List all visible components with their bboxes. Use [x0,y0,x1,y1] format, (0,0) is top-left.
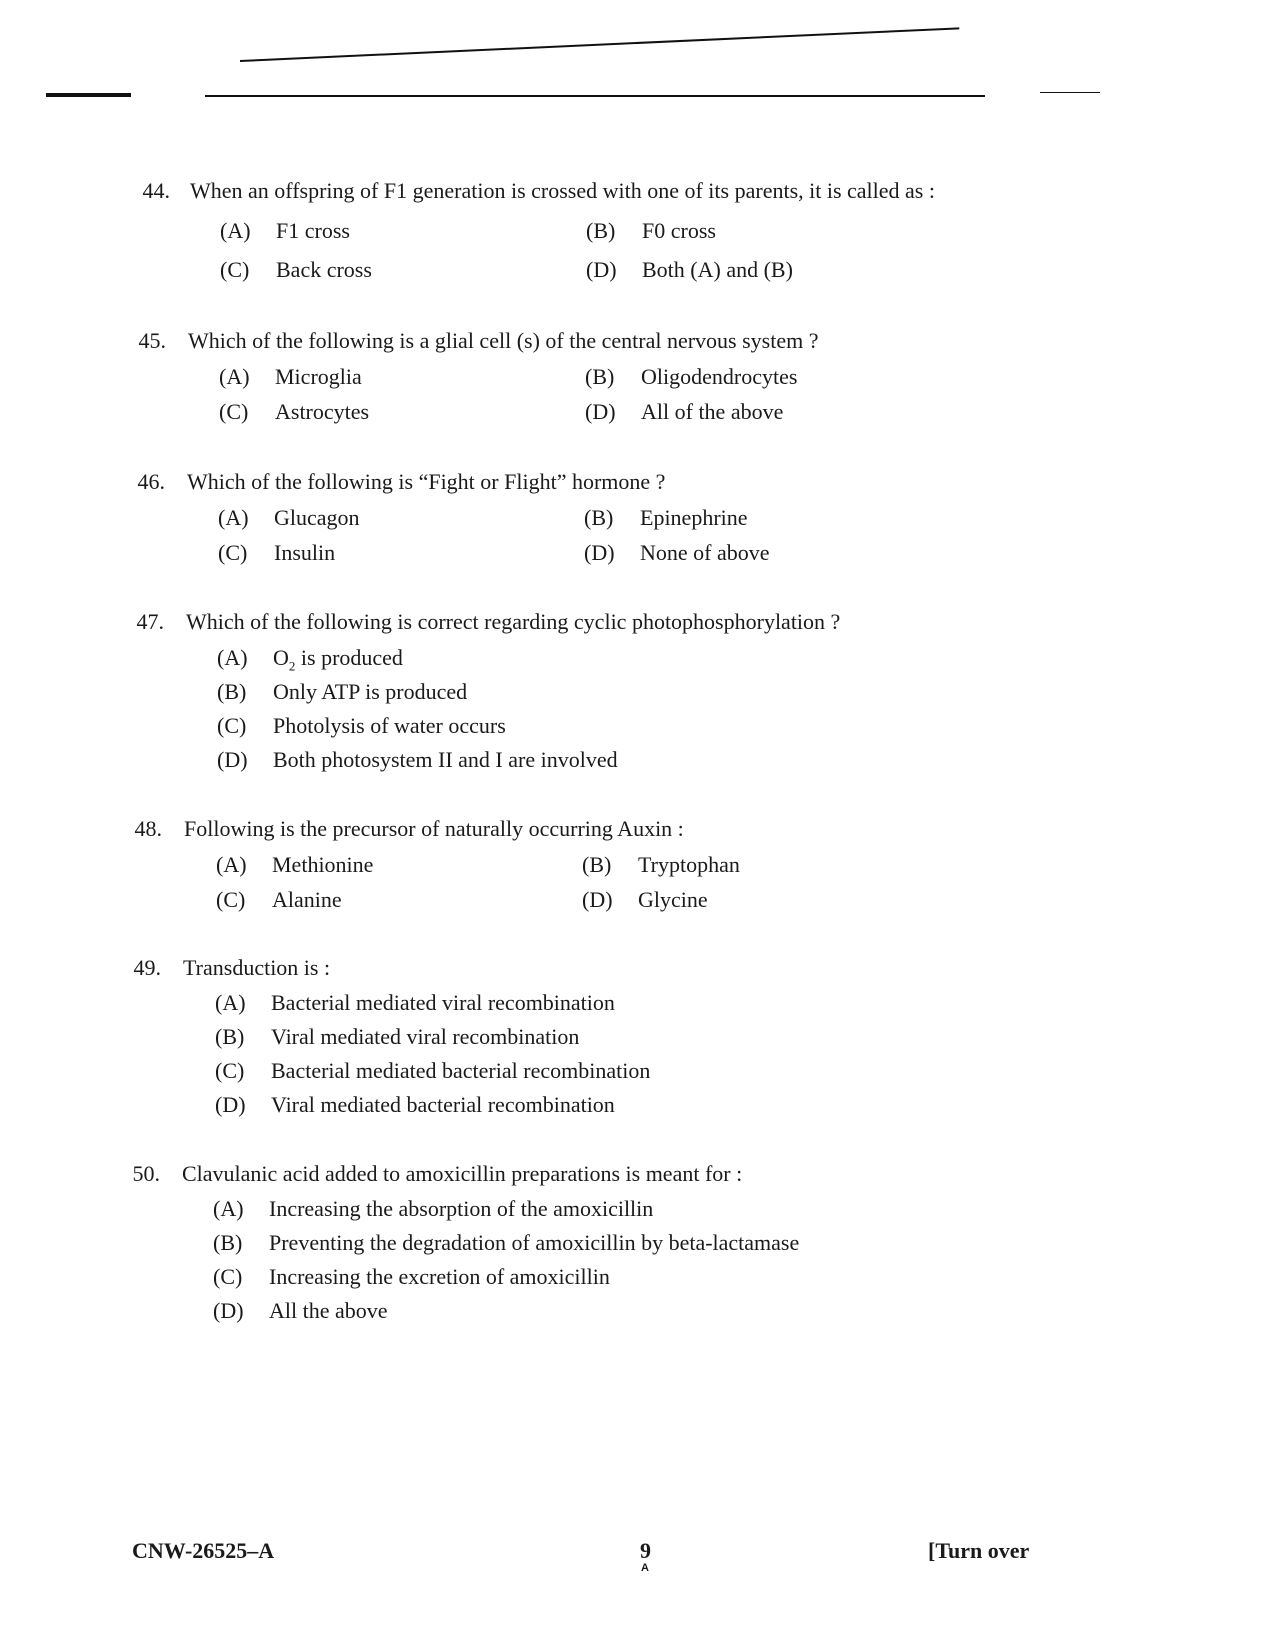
question-text: Which of the following is “Fight or Flight” hormone ? [187,469,666,494]
option-text: Increasing the excretion of amoxicillin [269,1264,610,1289]
question-text: Transduction is : [183,955,331,980]
question-text: When an offspring of F1 generation is crossed with one of its parents, it is called as : [190,178,935,203]
option-text: All of the above [641,399,784,424]
scan-line-top [205,95,985,97]
option-label: (D) [585,399,616,424]
option-c [218,540,335,566]
subscript: 2 [288,658,296,674]
option-label: (C) [218,540,248,565]
option-text: Glycine [638,887,708,912]
question-number: 47. [136,609,164,634]
option-label: (B) [582,852,612,877]
option-text: O [273,645,289,670]
option-b [586,218,716,244]
option-text: All the above [269,1298,388,1323]
option-label: (A) [216,852,247,877]
option-label: (A) [213,1196,244,1221]
option-b [215,1024,579,1050]
option-label: (B) [585,364,615,389]
scan-mark-left [46,93,131,97]
option-c [219,399,369,425]
option-text: Insulin [274,540,336,565]
option-a [220,218,350,244]
option-label: (D) [582,887,613,912]
option-text: Increasing the absorption of the amoxicillin [269,1196,654,1221]
option-label: (A) [218,505,249,530]
option-c [215,1058,650,1084]
option-label: (A) [215,990,246,1015]
option-c [216,887,342,913]
option-text: Astrocytes [275,399,370,424]
option-d [585,399,783,425]
turn-over-note: [Turn over [928,1538,1030,1563]
option-label: (C) [213,1264,243,1289]
option-label: (A) [217,645,248,670]
option-label: (A) [220,218,251,243]
option-label: (D) [213,1298,244,1323]
option-label: (B) [217,679,247,704]
option-label: (B) [213,1230,243,1255]
option-text: Methionine [272,852,374,877]
option-d [215,1092,615,1118]
option-text: None of above [640,540,770,565]
option-label: (C) [217,713,247,738]
option-d [217,747,618,773]
question-number: 46. [137,469,165,494]
question-number: 50. [132,1161,160,1186]
option-text: is produced [295,645,403,670]
option-c [217,713,506,739]
option-b [217,679,467,705]
question-number: 45. [138,328,166,353]
option-d [582,887,708,913]
scan-line-slant [240,27,959,62]
option-text: Back cross [276,257,372,282]
option-label: (D) [586,257,617,282]
question-text: Following is the precursor of naturally occurring Auxin : [184,816,684,841]
option-text: Alanine [272,887,342,912]
option-b [584,505,748,531]
option-text: Bacterial mediated viral recombination [271,990,615,1015]
question-number: 48. [134,816,162,841]
option-text: Viral mediated viral recombination [271,1024,580,1049]
question-number: 49. [133,955,161,980]
question-number: 44. [142,178,170,203]
option-label: (D) [215,1092,246,1117]
option-b [585,364,797,390]
option-a [217,645,403,674]
question-text: Which of the following is a glial cell (s) of the central nervous system ? [188,328,819,353]
option-label: (B) [584,505,614,530]
option-b [213,1230,799,1256]
option-label: (C) [220,257,250,282]
scan-line-right [1040,92,1100,93]
option-label: (B) [586,218,616,243]
option-a [218,505,360,531]
page-mark: A [641,1562,649,1574]
option-text: F1 cross [276,218,350,243]
option-text: F0 cross [642,218,716,243]
option-a [216,852,373,878]
option-c [220,257,372,283]
option-a [213,1196,653,1222]
option-d [584,540,770,566]
option-label: (B) [215,1024,245,1049]
option-text: Viral mediated bacterial recombination [271,1092,615,1117]
option-text: Both photosystem II and I are involved [273,747,618,772]
option-text: Tryptophan [638,852,740,877]
option-label: (C) [219,399,249,424]
option-text: Oligodendrocytes [641,364,798,389]
option-text: Preventing the degradation of amoxicillin by beta-lactamase [269,1230,800,1255]
option-a [215,990,615,1016]
option-label: (D) [217,747,248,772]
option-text: Both (A) and (B) [642,257,793,282]
option-text: Only ATP is produced [273,679,468,704]
option-d [586,257,793,283]
option-label: (D) [584,540,615,565]
option-text: Microglia [275,364,362,389]
option-text: Photolysis of water occurs [273,713,506,738]
option-d [213,1298,388,1324]
option-text: Epinephrine [640,505,748,530]
question-text: Which of the following is correct regarding cyclic photophosphorylation ? [186,609,841,634]
option-text: Bacterial mediated bacterial recombination [271,1058,651,1083]
question-text: Clavulanic acid added to amoxicillin preparations is meant for : [182,1161,743,1186]
option-label: (C) [216,887,246,912]
paper-code: CNW-26525–A [132,1538,275,1563]
option-c [213,1264,610,1290]
option-b [582,852,740,878]
option-a [219,364,362,390]
option-label: (C) [215,1058,245,1083]
page-number: 9 [640,1538,651,1563]
option-text: Glucagon [274,505,360,530]
option-label: (A) [219,364,250,389]
